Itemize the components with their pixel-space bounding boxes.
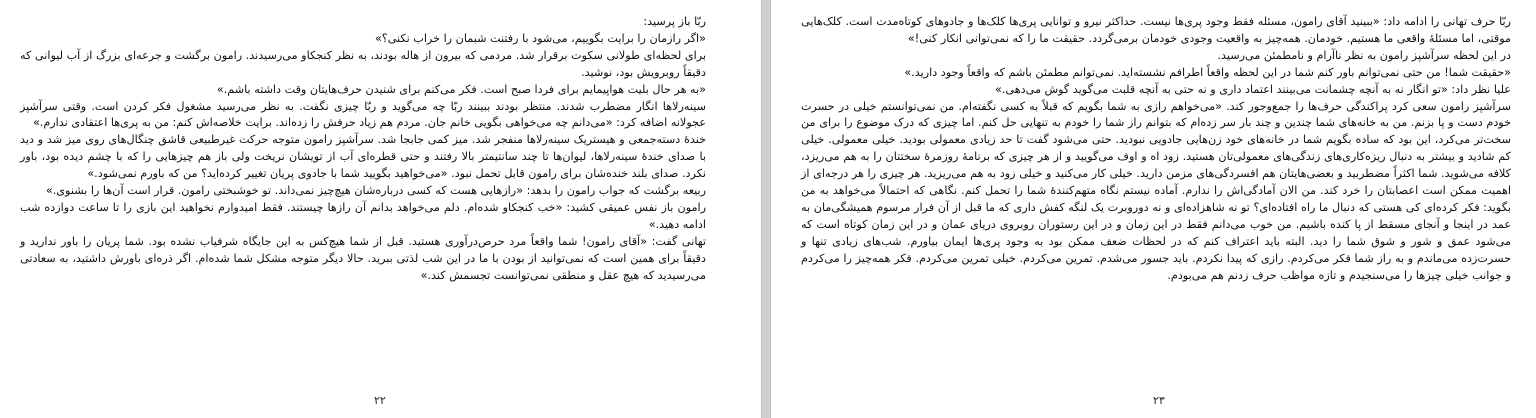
paragraph: خندهٔ دسته‌جمعی و هیستریک سینه‌رلاها منفجر شد. میز کمی جابجا شد. سرآشپز رامون متوجه حرکت غیرطبیعی قاشق چنگال‌های روی میز شد و دید با صدای خندهٔ سینه‌رلاها، لیوان‌ها تا چند سانتیمتر بالا رفتند و حتی قطره‌ای آب از تویشان نریخت ولی باز هم چیزهایی را که با چشم دیده بود، باور نکرد. صدای بلند خنده‌شان برای رامون قابل تحمل نبود. «می‌خواهید بگویید شما با جادوی پریان تغییر کرده‌اید؟ من که باورم نمی‌شود.» xyxy=(20,133,706,181)
page-number: ۲۳ xyxy=(1153,394,1165,407)
page-number: ۲۲ xyxy=(374,394,386,407)
paragraph: برای لحظه‌ای طولانی سکوت برقرار شد. مردمی که بیرون از هاله بودند، به نظر کنجکاو می‌رسیدند. رامون برگشت و جرعه‌ای بزرگ از آب لیوانی که دقیقاً روبرویش بود، نوشید. xyxy=(20,48,706,79)
paragraph: سینه‌رلاها انگار مضطرب شدند. منتظر بودند ببینند ربّا چه می‌گوید و ربّا چیزی نگفت. به نظر می‌رسید مشغول فکر کردن است. وقتی سرآشپز عجولانه اضافه کرد: «می‌دانم چه می‌خواهی بگویی خانم جان. مردم هم زیاد حرفش را زده‌اند. برایت خلاصه‌اش کنم: من به پری‌ها اعتقادی ندارم.» xyxy=(20,99,706,130)
paragraph: علیا نظر داد: «تو انگار نه به آنچه چشمانت می‌بینند اعتماد داری و نه حتی به آنچه قلبت می‌گوید گوش می‌دهی.» xyxy=(995,82,1511,96)
left-page-text xyxy=(20,14,706,285)
paragraph: سرآشپز رامون سعی کرد پراکندگی حرف‌ها را جمع‌وجور کند. «می‌خواهم رازی به شما بگویم که قبلاً به کسی نگفته‌ام. من نمی‌توانستم خیلی در حسرت خودم دست و پا بزنم. من به خانه‌های شما چندین و چند بار سر زده‌ام که بتوانم راز شما را خودم به تنهایی حل کنم. اما چیزی که درک موضوع را برای من سخت‌تر می‌کرد، این بود که ساده بگویم شما در خانه‌های خود زن‌هایی جادویی نبودید. حتی می‌شود گفت تا حد زیادی معمولی بودید. خیلی معمولی. خیلی کم شادید و بیشتر به دنبال ریزه‌کاری‌های زندگی‌های معمولی‌تان هستید. زود اه و اوف می‌گویید و از هر چیزی که برنامهٔ روزمرهٔ سختتان را به هم می‌ریزد، کلافه می‌شوید. شما اکثراً مضطربید و بعضی‌هایتان هم افسردگی‌های مزمن دارید. خیلی کار می‌کنید و خیلی زود به هم می‌ریزید. هر چیزی را هر درجه‌ای از اهمیت ممکن است اعصابتان را خرد کند. من الان آمادگی‌اش را ندارم. آماده نیستم نگاه متهم‌کنندهٔ شما را تحمل کنم. نگاهی که احتمالاً می‌خواهد به من بگوید: فکر کرده‌ای کی هستی که دنبال ما راه افتاده‌ای؟ تو نه شاهزاده‌ای و نه دوروبرت یک لنگه کفش داری که ما قبل از آن فرار مرسوم همیشگی‌مان به عمد در اینجا و آنجای مسقط از پا کنده باشیم. من خوب می‌دانم فقط در این زمان و در این رستوران روبروی دریای عمان و در این زمان کوتاه است که می‌شود عمق و شور و شوق شما را دید. البته باید اعتراف کنم که در لحظات ضعف ممکن بود به وجود پری‌ها ایمان بیاورم. شب‌های زیادی تنها و حسرت‌زده می‌ماندم و به راز شما فکر می‌کردم. رازی که پیدا نکردم. باید جسور می‌شدم. تمرین می‌کردم. خیلی تمرین می‌کردم. فکر همه‌چیز را می‌کردم و جوانب خیلی چیزها را می‌سنجیدم و تازه مواظب حرف زدنم هم می‌بودم. xyxy=(801,99,1511,282)
paragraph: رامون باز نفس عمیقی کشید: «خب کنجکاو شده‌ام. دلم می‌خواهد بدانم آن رازها چیستند. فقط امیدوارم نخواهید این بازی را تا ساعت دوازده شب ادامه دهید.» xyxy=(20,200,706,231)
paragraph: «اگر رازمان را برایت بگوییم، می‌شود با رفتنت شبمان را خراب نکنی؟» xyxy=(374,31,706,45)
paragraph: ربّا حرف تهانی را ادامه داد: «ببینید آقای رامون، مسئله فقط وجود پری‌ها نیست. حداکثر نیرو و توانایی پری‌ها کلک‌ها و جادوهای کوتاه‌مدت است. کلک‌هایی موقتی، اما مسئلهٔ واقعی ما هستیم. خودمان. همه‌چیز به واقعیت وجودی خودمان برمی‌گردد. حقیقت ما را که نمی‌توانی انکار کنی!» xyxy=(801,15,1511,45)
paragraph: «به هر حال بلیت هواپیمایم برای فردا صبح است. فکر می‌کنم برای شنیدن حرف‌هایتان وقت داشته باشم.» xyxy=(216,82,706,96)
paragraph: ربیعه برگشت که جواب رامون را بدهد: «رازهایی هست که کسی درباره‌شان هیچ‌چیز نمی‌داند. تو خوشبختی رامون. قرار است آن‌ها را بشنوی.» xyxy=(45,184,706,198)
left-page xyxy=(0,0,762,418)
paragraph: در این لحظه سرآشپز رامون به نظر ناآرام و نامطمئن می‌رسید. xyxy=(1217,48,1511,62)
paragraph: «حقیقت شما! من حتی نمی‌توانم باور کنم شما در این لحظه واقعاً اطرافم نشسته‌اید. نمی‌توانم مطمئن باشم که واقعاً وجود دارید.» xyxy=(904,65,1511,79)
right-page xyxy=(770,0,1536,418)
paragraph: ربّا باز پرسید: xyxy=(643,15,706,28)
paragraph: تهانی گفت: «آقای رامون! شما واقعاً مرد حرص‌درآوری هستید. قبل از شما هیچ‌کس به این جایگاه شرفیاب نشده بود. شما پریان را باور ندارید و دقیقاً برای همین است که نمی‌توانید از بودن با ما در این شب لذتی ببرید. حالا دیگر متوجه مشکل شما شده‌ام. اگر ذره‌ای باورش داشتید، به سعادتی می‌رسیدید که هیچ عقل و منطقی نمی‌توانست تجسمش کند.» xyxy=(20,234,706,282)
right-page-text xyxy=(801,14,1511,285)
